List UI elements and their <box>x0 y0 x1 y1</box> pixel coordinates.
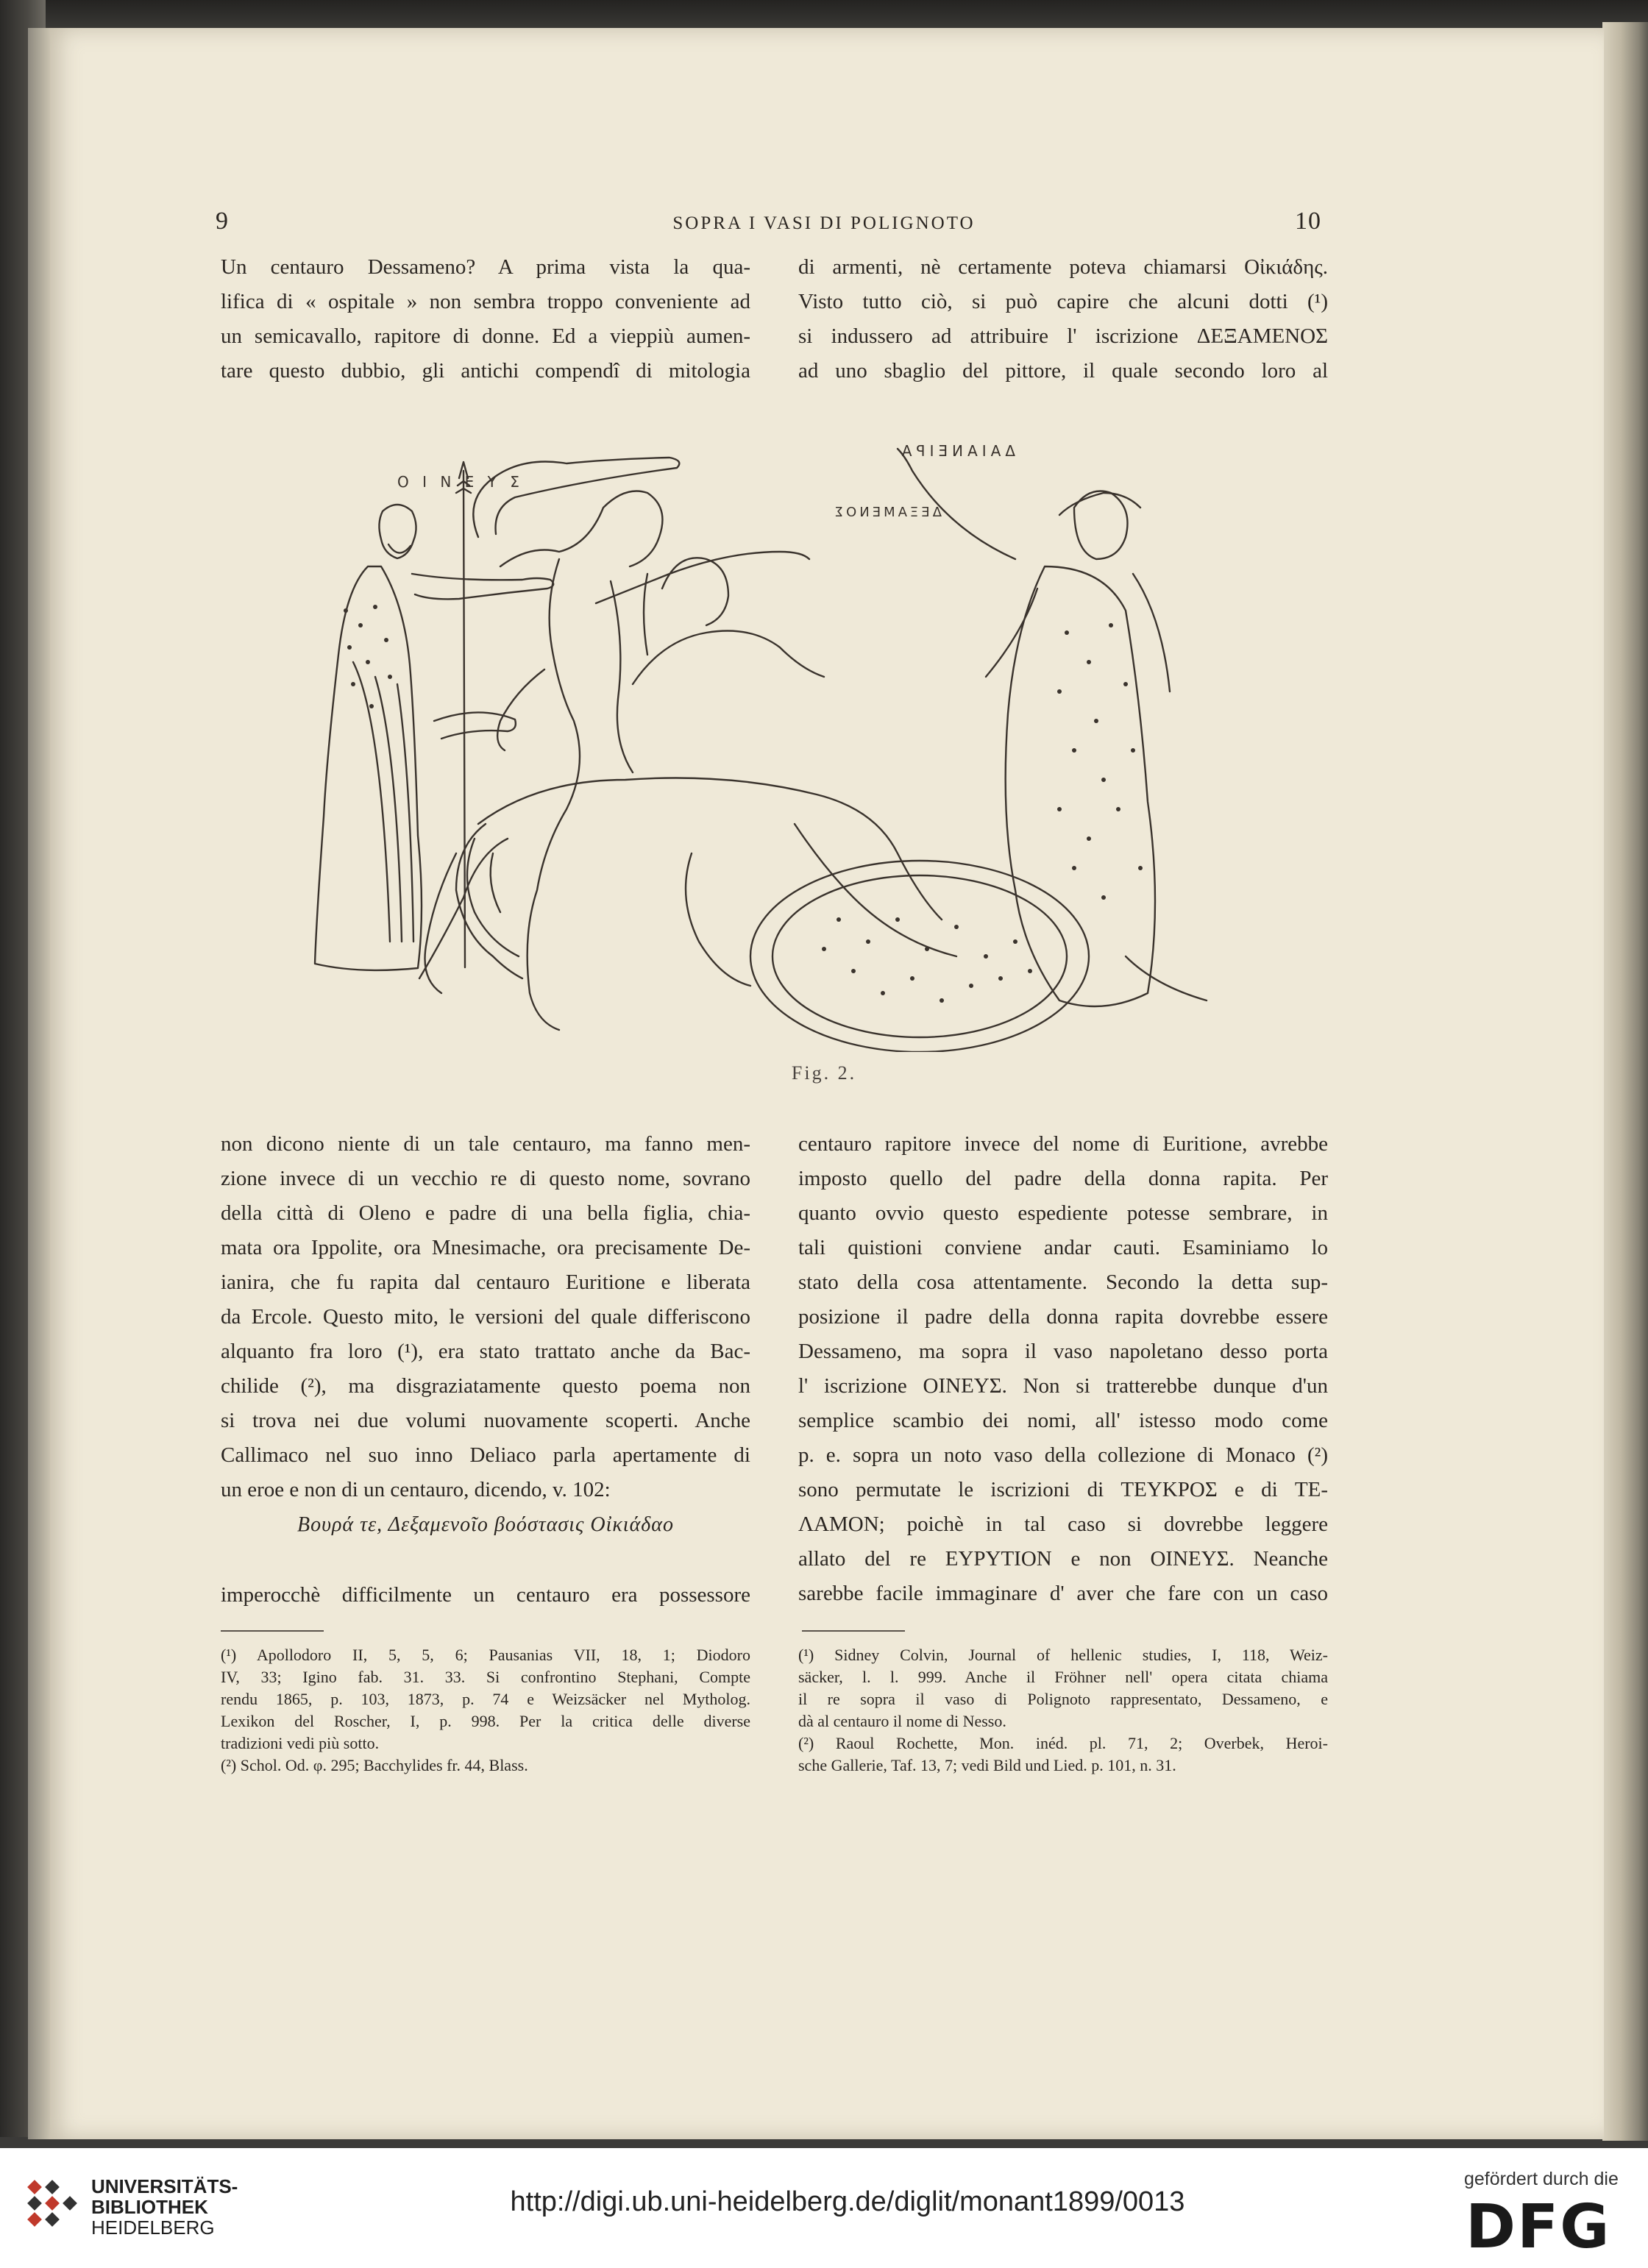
text-line: zione invece di un vecchio re di questo nome, sovrano <box>221 1167 750 1190</box>
page-number-right: 10 <box>1295 207 1321 235</box>
library-name <box>91 2176 238 2238</box>
text-line: Un centauro Dessameno? A prima vista la qua- <box>221 255 750 279</box>
permalink-url[interactable]: http://digi.ub.uni-heidelberg.de/diglit/monant1899/0013 <box>510 2186 1185 2217</box>
figure-herakles <box>473 458 809 1030</box>
scan-background-top <box>0 0 1648 29</box>
text-line: säcker, l. l. 999. Anche il Fröhner nell' opera citata chiama <box>798 1668 1328 1686</box>
text-line: (²) Raoul Rochette, Mon. inéd. pl. 71, 2; Overbek, Heroi- <box>798 1734 1328 1752</box>
text-line: rendu 1865, p. 103, 1873, p. 74 e Weizsäcker nel Mytholog. <box>221 1690 750 1708</box>
text-line: non dicono niente di un tale centauro, ma fanno men- <box>221 1132 750 1156</box>
text-line: da Ercole. Questo mito, le versioni del quale differiscono <box>221 1305 750 1329</box>
text-column-top-left <box>221 250 750 388</box>
funding-label: gefördert durch die <box>1464 2169 1619 2189</box>
footnote-rule-right <box>802 1630 905 1632</box>
text-line: stato della cosa attentamente. Secondo la detta sup- <box>798 1270 1328 1294</box>
text-line: un semicavallo, rapitore di donne. Ed a vieppiù aumen- <box>221 324 750 348</box>
page-edge-right <box>1602 22 1648 2141</box>
text-line: sarebbe facile immaginare d' aver che fare con un caso <box>798 1582 1328 1605</box>
footnotes-right <box>798 1644 1328 1777</box>
text-line: ad uno sbaglio del pittore, il quale secondo loro al <box>798 359 1328 383</box>
dfg-logo-text: DFG <box>1466 2196 1611 2255</box>
text-line: allato del re ΕΥΡΥΤΙΟΝ e non ΟΙΝΕΥΣ. Neanche <box>798 1547 1328 1571</box>
text-line: Lexikon del Roscher, I, p. 998. Per la critica delle diverse <box>221 1712 750 1730</box>
text-line: sono permutate le iscrizioni di ΤΕΥΚΡΟΣ e di ΤΕ- <box>798 1478 1328 1501</box>
text-line: tali quistioni conviene andar cauti. Esaminiamo lo <box>798 1236 1328 1259</box>
inscription-dexamenos: ΔΕΞΑΜΕΝΟΣ <box>831 505 942 520</box>
text-line: ΛΑΜΟΝ; poichè in tal caso si dovrebbe leggere <box>798 1512 1328 1536</box>
library-name-line: HEIDELBERG <box>91 2217 215 2239</box>
text-line: (¹) Sidney Colvin, Journal of hellenic studies, I, 118, Weiz- <box>798 1646 1328 1664</box>
text-line: l' iscrizione ΟΙΝΕΥΣ. Non si tratterebbe dunque d'un <box>798 1374 1328 1398</box>
text-column-top-right <box>798 250 1328 388</box>
text-line: della città di Oleno e padre di una bella figlia, chia- <box>221 1201 750 1225</box>
text-line: posizione il padre della donna rapita dovrebbe essere <box>798 1305 1328 1329</box>
text-line: centauro rapitore invece del nome di Euritione, avrebbe <box>798 1132 1328 1156</box>
page-number-left: 9 <box>216 207 229 235</box>
footnote-rule-left <box>221 1630 324 1632</box>
text-line: quanto ovvio questo espediente potesse sembrare, in <box>798 1201 1328 1225</box>
text-line: imposto quello del padre della donna rapita. Per <box>798 1167 1328 1190</box>
text-line: alquanto fra loro (¹), era stato trattato anche da Bac- <box>221 1340 750 1363</box>
library-name-line: BIBLIOTHEK <box>91 2196 208 2218</box>
figure-centaur <box>419 558 956 993</box>
library-name-line: UNIVERSITÄTS- <box>91 2175 238 2197</box>
running-title: SOPRA I VASI DI POLIGNOTO <box>672 213 976 233</box>
text-line: IV, 33; Igino fab. 31. 33. Si confrontino Stephani, Compte <box>221 1668 750 1686</box>
text-line: (²) Schol. Od. φ. 295; Bacchylides fr. 44, Blass. <box>221 1756 528 1774</box>
figure-shield <box>750 861 1089 1052</box>
inscription-deianeira: ΔΑΙΑΝΕΙΡΑ <box>897 442 1015 460</box>
vase-painting-figure <box>280 441 1354 1052</box>
text-line: (¹) Apollodoro II, 5, 5, 6; Pausanias VII, 18, 1; Diodoro <box>221 1646 750 1664</box>
text-line: chilide (²), ma disgraziatamente questo poema non <box>221 1374 750 1398</box>
text-line: Callimaco nel suo inno Deliaco parla apertamente di <box>221 1443 750 1467</box>
figure-deianeira <box>898 449 1207 1006</box>
text-line: un eroe e non di un centauro, dicendo, v. 102: <box>221 1478 611 1501</box>
text-line: Dessameno, ma sopra il vaso napoletano desso porta <box>798 1340 1328 1363</box>
figure-oineus <box>315 462 553 970</box>
text-line: tradizioni vedi più sotto. <box>221 1734 380 1752</box>
text-column-lower-left <box>221 1127 750 1507</box>
university-library-logo-icon <box>22 2176 82 2244</box>
inscription-oineus: Ο Ι Ν Ε Υ Σ <box>397 473 524 491</box>
text-line: tare questo dubbio, gli antichi compendî di mitologia <box>221 359 750 383</box>
footnotes-left <box>221 1644 750 1777</box>
text-line: sche Gallerie, Taf. 13, 7; vedi Bild und Lied. p. 101, n. 31. <box>798 1756 1176 1774</box>
greek-verse-quotation: Βουρά τε, Δεξαμενοῖο βοόστασις Οἰκιάδαο <box>297 1513 674 1536</box>
text-line: mata ora Ippolite, ora Mnesimache, ora precisamente De- <box>221 1236 750 1259</box>
text-line: Visto tutto ciò, si può capire che alcuni dotti (¹) <box>798 290 1328 313</box>
text-line: imperocchè difficilmente un centauro era possessore <box>221 1583 750 1607</box>
dfg-logo-icon <box>1464 2196 1626 2255</box>
text-line: si trova nei due volumi nuovamente scoperti. Anche <box>221 1409 750 1432</box>
text-line: ianira, che fu rapita dal centauro Euritione e liberata <box>221 1270 750 1294</box>
text-line: semplice scambio dei nomi, all' istesso modo come <box>798 1409 1328 1432</box>
text-line: di armenti, nè certamente poteva chiamarsi Οἰκιάδης. <box>798 255 1328 279</box>
text-line: lifica di « ospitale » non sembra troppo conveniente ad <box>221 290 750 313</box>
text-line: dà al centauro il nome di Nesso. <box>798 1712 1006 1730</box>
page-edge-left <box>28 28 50 2139</box>
text-column-lower-right <box>798 1127 1328 1611</box>
figure-caption: Fig. 2. <box>791 1062 857 1084</box>
text-line: si indussero ad attribuire l' iscrizione ΔΕΞΑΜΕΝΟΣ <box>798 324 1328 348</box>
text-line: p. e. sopra un noto vaso della collezione di Monaco (²) <box>798 1443 1328 1467</box>
text-line: il re sopra il vaso di Polignoto rappresentato, Dessameno, e <box>798 1690 1328 1708</box>
text-after-verse <box>221 1578 750 1613</box>
